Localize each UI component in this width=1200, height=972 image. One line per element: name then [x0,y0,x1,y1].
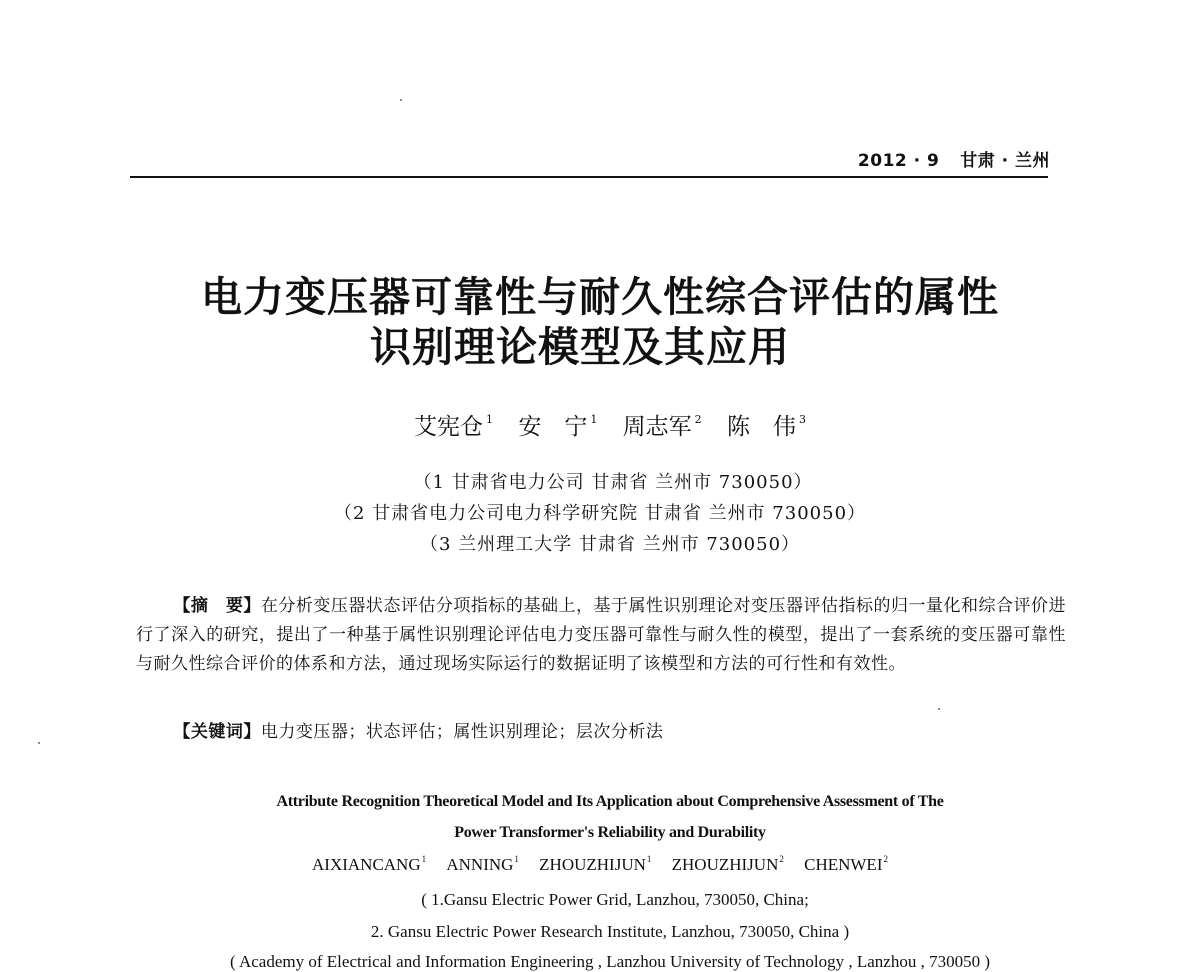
author [623,408,702,441]
english-author-list [0,854,1200,875]
author-affiliation-mark: 2 [694,413,702,426]
author-name: 陈 伟 [726,414,796,440]
scan-speck [38,742,40,744]
english-title-line-1: Attribute Recognition Theoretical Model and Its Application about Comprehensive Assessment of The [276,793,944,810]
running-header [858,146,1050,171]
english-author [804,854,888,875]
author [414,408,493,441]
affiliation-3: （3 兰州理工大学 甘肃省 兰州市 730050） [419,534,801,555]
author-name: 安 宁 [518,414,588,440]
keywords-text: 电力变压器；状态评估；属性识别理论；层次分析法 [260,722,664,742]
author [727,408,806,441]
author-affiliation-mark: 1 [486,413,494,426]
title-line-2: 识别理论模型及其应用 [370,323,790,371]
title-line-1: 电力变压器可靠性与耐久性综合评估的属性 [201,273,999,321]
english-author-mark: 1 [514,854,519,864]
english-author [446,854,519,875]
english-author-mark: 2 [779,854,784,864]
english-author-name: ANNING [446,855,514,874]
paper-title [0,272,1200,372]
abstract [136,592,1066,679]
author-affiliation-mark: 3 [798,413,806,426]
english-author [539,854,651,875]
header-rule [130,176,1048,178]
english-affiliation-2: 2. Gansu Electric Power Research Institute, Lanzhou, 730050, China ) [370,922,850,941]
english-affiliation-3: ( Academy of Electrical and Information Engineering , Lanzhou University of Technology , Lanzhou , 730050 ) [230,952,990,971]
author-list [0,408,1200,441]
issue-date: 2012 · 9 [857,151,940,171]
header-location: 甘肃 · 兰州 [960,151,1050,171]
author [518,408,597,441]
english-title-line-2: Power Transformer's Reliability and Durability [454,824,766,841]
english-author-name: ZHOUZHIJUN [671,855,779,874]
author-name: 艾宪仓 [414,414,484,440]
abstract-label: 【摘 要】 [173,596,261,616]
english-author [312,854,426,875]
author-affiliation-mark: 1 [590,413,598,426]
affiliation-2: （2 甘肃省电力公司电力科学研究院 甘肃省 兰州市 730050） [333,503,867,524]
english-author-mark: 2 [883,854,888,864]
keywords-label: 【关键词】 [173,722,261,742]
author-name: 周志军 [622,414,692,440]
english-affiliation-1: ( 1.Gansu Electric Power Grid, Lanzhou, 730050, China; [421,890,809,909]
english-author [672,854,784,875]
abstract-text: 在分析变压器状态评估分项指标的基础上，基于属性识别理论对变压器评估指标的归一量化和综合评价进行了深入的研究，提出了一种基于属性识别理论评估电力变压器可靠性与耐久性的模型，提出了一套系统的变压器可靠性与耐久性综合评价的体系和方法，通过现场实际运行的数据证明了该模型和方法的可行性和有效性。 [136,596,1067,674]
english-author-name: CHENWEI [804,855,883,874]
english-author-mark: 1 [421,854,427,864]
english-author-mark: 1 [646,854,652,864]
english-author-name: AIXIANCANG [312,855,421,874]
scan-speck [400,99,402,101]
affiliation-1: （1 甘肃省电力公司 甘肃省 兰州市 730050） [413,472,813,493]
english-author-name: ZHOUZHIJUN [539,855,646,874]
keywords [136,718,1066,747]
scan-speck [938,708,940,710]
